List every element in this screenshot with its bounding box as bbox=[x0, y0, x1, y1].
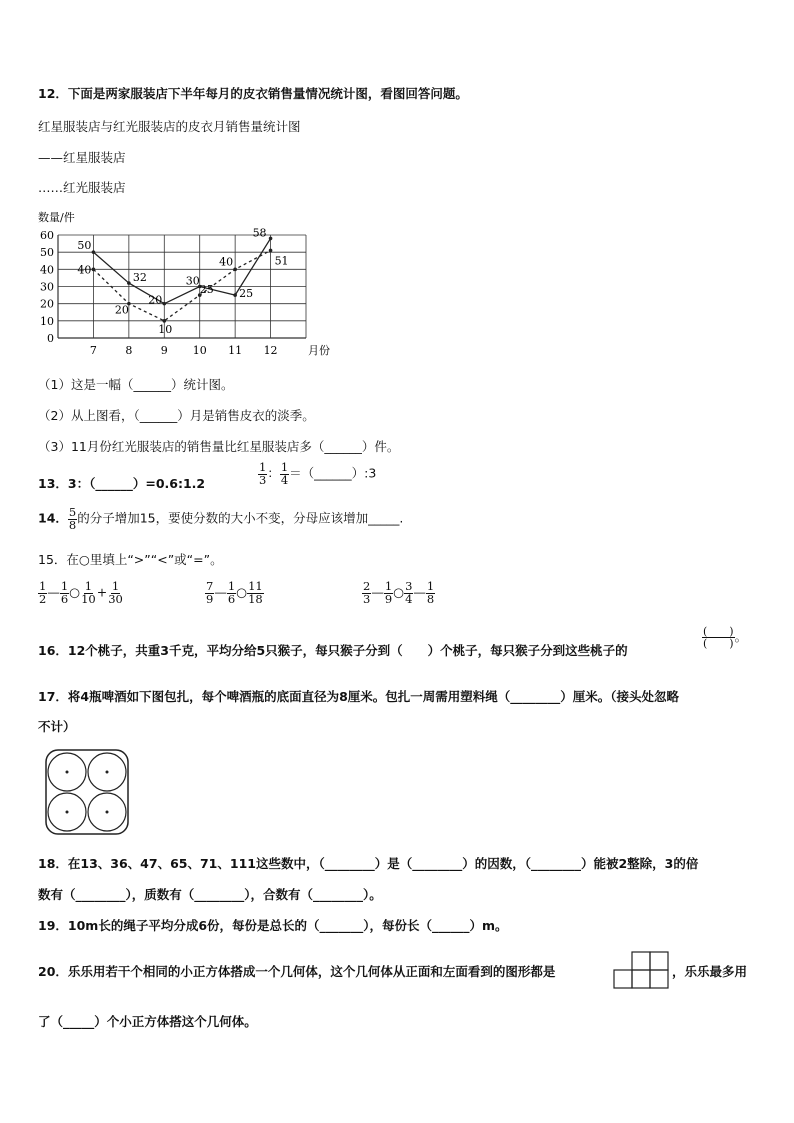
q12-sub3: （3）11月份红光服装店的销售量比红星服装店多（______）件。 bbox=[38, 439, 400, 454]
q12-sub1: （1）这是一幅（______）统计图。 bbox=[38, 377, 234, 392]
q19-text: 19．10m长的绳子平均分成6份，每份是总长的（_______），每份长（______）m。 bbox=[38, 918, 508, 933]
x-tick-label: 12 bbox=[263, 344, 278, 357]
y-tick-label: 50 bbox=[40, 246, 54, 260]
x-tick-label: 7 bbox=[89, 344, 97, 357]
data-label: 58 bbox=[252, 226, 267, 240]
y-tick-label: 30 bbox=[40, 280, 54, 294]
y-axis-label: 数量/件 bbox=[38, 211, 75, 224]
q20-text-pre: 20．乐乐用若干个相同的小正方体搭成一个几何体，这个几何体从正面和左面看到的图形都是 bbox=[38, 964, 556, 979]
q15-expr-2: $\frac{7}{9}$ — $\frac{1}{6}$ ○ $\frac{11}{18}$ bbox=[206, 579, 263, 606]
x-tick-label: 10 bbox=[192, 344, 207, 357]
compare-circle[interactable]: ○ bbox=[69, 584, 81, 600]
data-label: 10 bbox=[158, 322, 173, 336]
compare-circle[interactable]: ○ bbox=[236, 584, 248, 600]
q12-sub2: （2）从上图看，（______）月是销售皮衣的淡季。 bbox=[38, 408, 315, 423]
line-chart bbox=[30, 205, 350, 360]
y-ticks bbox=[40, 229, 54, 345]
fraction: $\frac{5}{8}$ bbox=[68, 505, 77, 532]
y-tick-label: 40 bbox=[40, 263, 54, 277]
fraction: $\frac{1}{3}$ bbox=[259, 460, 267, 487]
compare-circle[interactable]: ○ bbox=[393, 584, 405, 600]
data-point bbox=[92, 250, 96, 254]
fraction: $\frac{1}{4}$ bbox=[280, 460, 289, 487]
data-label: 50 bbox=[77, 239, 92, 253]
chart-title: 红星服装店与红光服装店的皮衣月销售量统计图 bbox=[38, 119, 301, 134]
data-label: 51 bbox=[274, 254, 289, 268]
x-ticks bbox=[90, 344, 278, 357]
q13-part-b: $\frac{1}{3}$ ： $\frac{1}{4}$ ＝（______）:3 bbox=[259, 460, 377, 487]
data-label: 40 bbox=[77, 263, 92, 277]
y-tick-label: 20 bbox=[40, 297, 54, 311]
data-point bbox=[233, 293, 237, 297]
data-label: 25 bbox=[199, 283, 214, 297]
data-label: 30 bbox=[185, 274, 200, 288]
chart-series bbox=[77, 226, 288, 335]
q17-line2: 不计） bbox=[38, 719, 76, 734]
data-label: 20 bbox=[148, 293, 163, 307]
q15-expr-3: $\frac{2}{3}$ — $\frac{1}{9}$ ○ $\frac{3}{4}$ — $\frac{1}{8}$ bbox=[363, 579, 435, 606]
q16-text: 16．12个桃子，共重3千克，平均分给5只猴子，每只猴子分到（ ）个桃子，每只猴子分到这些桃子的 bbox=[38, 643, 628, 658]
x-tick-label: 8 bbox=[125, 344, 133, 357]
q15-expr-1: $\frac{1}{2}$ — $\frac{1}{6}$ ○ $\frac{1}{10}$ + $\frac{1}{30}$ bbox=[39, 579, 123, 606]
data-point bbox=[233, 268, 237, 272]
x-tick-label: 11 bbox=[228, 344, 243, 357]
y-tick-label: 0 bbox=[47, 332, 54, 345]
q20-text-post: ，乐乐最多用 bbox=[672, 964, 748, 979]
q14-line: 14． $\frac{5}{8}$ 的分子增加15，要使分数的大小不变，分母应该增加_____. bbox=[38, 505, 404, 532]
q18-line2: 数有（________），质数有（________），合数有（________）。 bbox=[38, 887, 382, 902]
q12-text: 12．下面是两家服装店下半年每月的皮衣销售量情况统计图，看图回答问题。 bbox=[38, 86, 468, 101]
data-point bbox=[269, 237, 273, 241]
data-point bbox=[92, 268, 96, 272]
data-label: 20 bbox=[114, 303, 129, 317]
q17-line1: 17．将4瓶啤酒如下图包扎，每个啤酒瓶的底面直径为8厘米。包扎一周需用塑料绳（________）厘米。（接头处忽略 bbox=[38, 689, 680, 704]
y-tick-label: 60 bbox=[40, 229, 54, 242]
legend-dotted: ……红光服装店 bbox=[38, 180, 126, 195]
x-tick-label: 9 bbox=[160, 344, 168, 357]
x-axis-label: 月份 bbox=[308, 344, 330, 357]
data-label: 40 bbox=[219, 255, 234, 269]
q15-text: 15．在○里填上“>”“<”或“=”。 bbox=[38, 552, 223, 567]
data-point bbox=[162, 302, 166, 306]
data-label: 25 bbox=[239, 287, 254, 301]
bottles-diagram bbox=[44, 748, 130, 836]
q20-line2: 了（_____）个小正方体搭这个几何体。 bbox=[38, 1014, 257, 1029]
y-tick-label: 10 bbox=[40, 314, 54, 328]
q18-line1: 18．在13、36、47、65、71、111这些数中，（________）是（________）的因数，（________）能被2整除，3的倍 bbox=[38, 856, 699, 871]
legend-solid: ——红星服装店 bbox=[38, 150, 126, 165]
data-label: 32 bbox=[132, 271, 147, 285]
data-point bbox=[269, 249, 273, 253]
data-point bbox=[127, 281, 131, 285]
q16-blank-fraction: $\frac{( )}{( )}$ 。 bbox=[703, 625, 748, 650]
q13-part-a: 13．3：（______）=0.6:1.2 bbox=[38, 476, 206, 491]
view-shape-diagram bbox=[612, 950, 670, 990]
